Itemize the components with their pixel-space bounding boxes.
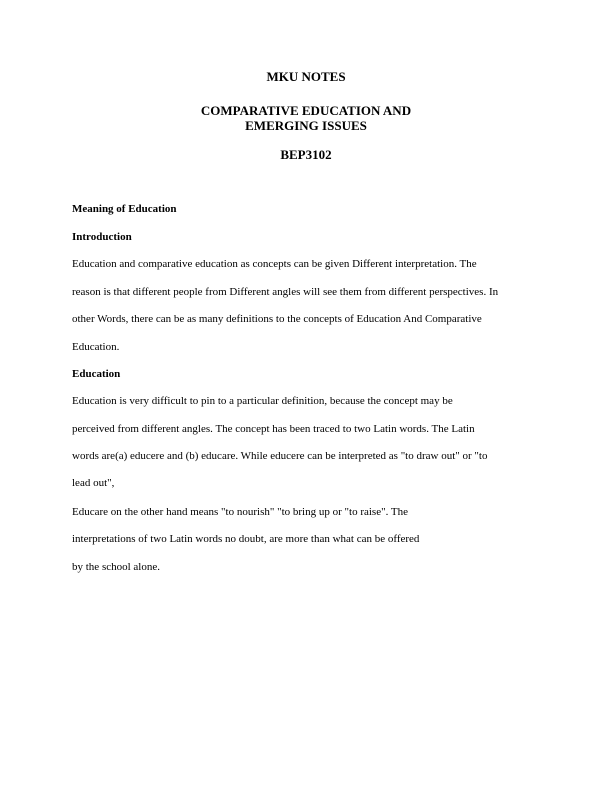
course-code: BEP3102 [280, 147, 332, 162]
paragraph-line: lead out", [72, 477, 115, 489]
paragraph-line: Education is very difficult to pin to a particular definition, because the concept may be [72, 395, 453, 407]
section-heading-education: Education [72, 368, 121, 380]
paragraph-line: perceived from different angles. The concept has been traced to two Latin words. The Latin [72, 423, 475, 435]
paragraph-line: words are(a) educere and (b) educare. While educere can be interpreted as "to draw out" or "to [72, 450, 488, 462]
paragraph-line: interpretations of two Latin words no doubt, are more than what can be offered [72, 533, 420, 545]
section-heading-meaning-of-education: Meaning of Education [72, 203, 177, 215]
document-subtitle-line-2: EMERGING ISSUES [245, 118, 367, 133]
section-heading-introduction: Introduction [72, 231, 132, 243]
document-title: MKU NOTES [266, 69, 346, 84]
paragraph-line: Education and comparative education as concepts can be given Different interpretation. The [72, 258, 477, 270]
paragraph-line: by the school alone. [72, 561, 160, 573]
paragraph-line: other Words, there can be as many definitions to the concepts of Education And Comparative [72, 313, 482, 325]
paragraph-line: Education. [72, 341, 120, 353]
document-subtitle-line-1: COMPARATIVE EDUCATION AND [200, 103, 412, 118]
paragraph-line: reason is that different people from Different angles will see them from different perspectives. In [72, 286, 499, 298]
paragraph-line: Educare on the other hand means "to nourish" "to bring up or "to raise". The [72, 506, 408, 518]
